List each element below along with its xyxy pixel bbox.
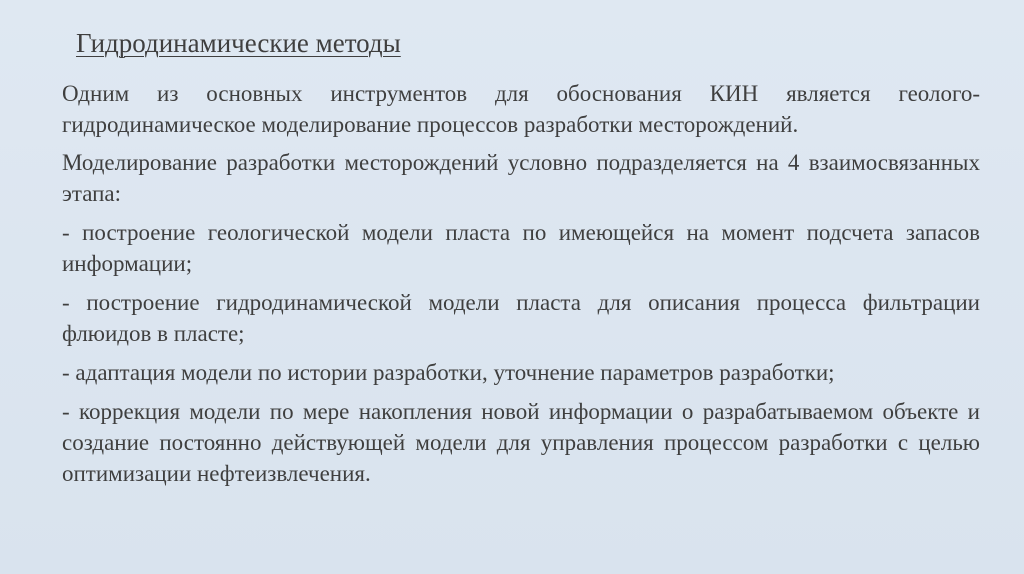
list-item-history-matching: - адаптация модели по истории разработки, уточнение параметров разработки; bbox=[62, 360, 835, 385]
list-item-hydrodynamic-model: - построение гидродинамической модели пласта для описания процесса фильтрации флюидов в пласте; bbox=[62, 290, 980, 346]
paragraph-intro: Одним из основных инструментов для обоснования КИН является геолого-гидродинамическое моделирование процессов разработки месторождений. bbox=[62, 81, 980, 137]
slide-content bbox=[62, 78, 980, 497]
list-item-geological-model: - построение геологической модели пласта по имеющейся на момент подсчета запасов информации; bbox=[62, 220, 980, 276]
paragraph-stages: Моделирование разработки месторождений условно подразделяется на 4 взаимосвязанных этапа: bbox=[62, 150, 980, 206]
slide-title: Гидродинамические методы bbox=[76, 28, 401, 58]
list-item-model-correction: - коррекция модели по мере накопления новой информации о разрабатываемом объекте и создание постоянно действующей модели для управления процессом разработки с целью оптимизации нефтеизвлечения. bbox=[62, 399, 980, 486]
